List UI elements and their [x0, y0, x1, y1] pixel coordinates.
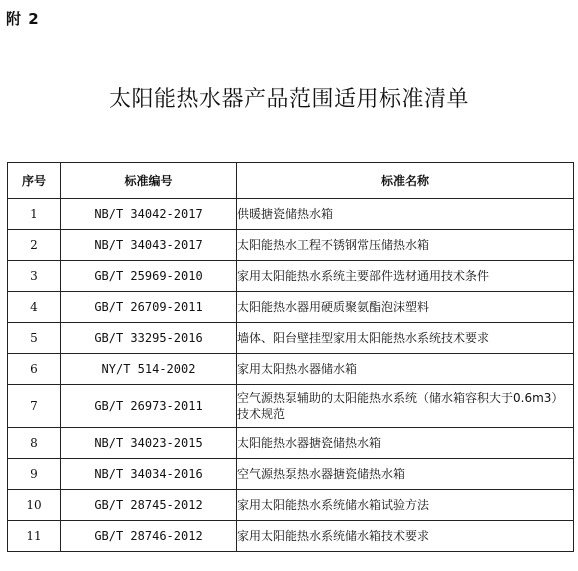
- row-name: 空气源热泵辅助的太阳能热水系统（储水箱容积大于0.6m3）技术规范: [237, 385, 574, 428]
- row-seq: 6: [8, 354, 61, 385]
- table-row: [8, 323, 574, 354]
- row-name: 供暖搪瓷储热水箱: [237, 199, 574, 230]
- row-seq: 4: [8, 292, 61, 323]
- row-seq: 5: [8, 323, 61, 354]
- row-seq: 2: [8, 230, 61, 261]
- table-row: [8, 230, 574, 261]
- row-code: NB/T 34034-2016: [61, 459, 237, 490]
- table-row: [8, 354, 574, 385]
- row-seq: 1: [8, 199, 61, 230]
- table-header-row: [8, 163, 574, 199]
- row-name: 家用太阳能热水系统主要部件选材通用技术条件: [237, 261, 574, 292]
- table-row: [8, 490, 574, 521]
- table-row: [8, 521, 574, 552]
- row-seq: 7: [8, 385, 61, 428]
- row-name: 墙体、阳台壁挂型家用太阳能热水系统技术要求: [237, 323, 574, 354]
- row-seq: 11: [8, 521, 61, 552]
- document-title: 太阳能热水器产品范围适用标准清单: [108, 87, 469, 112]
- header-code: 标准编号: [61, 163, 237, 199]
- row-seq: 3: [8, 261, 61, 292]
- row-code: GB/T 25969-2010: [61, 261, 237, 292]
- row-code: GB/T 28745-2012: [61, 490, 237, 521]
- header-seq: 序号: [8, 163, 61, 199]
- table-row: [8, 292, 574, 323]
- row-code: GB/T 33295-2016: [61, 323, 237, 354]
- row-name: 家用太阳热水器储水箱: [237, 354, 574, 385]
- row-code: NB/T 34043-2017: [61, 230, 237, 261]
- row-name: 家用太阳能热水系统储水箱技术要求: [237, 521, 574, 552]
- table-row: [8, 385, 574, 428]
- row-seq: 8: [8, 428, 61, 459]
- row-code: NY/T 514-2002: [61, 354, 237, 385]
- row-code: GB/T 26973-2011: [61, 385, 237, 428]
- row-seq: 9: [8, 459, 61, 490]
- table-row: [8, 261, 574, 292]
- table-row: [8, 199, 574, 230]
- table-row: [8, 459, 574, 490]
- row-name: 家用太阳能热水系统储水箱试验方法: [237, 490, 574, 521]
- header-name: 标准名称: [237, 163, 574, 199]
- standards-table: [7, 162, 574, 552]
- appendix-label: 附 2: [6, 10, 40, 28]
- row-code: NB/T 34023-2015: [61, 428, 237, 459]
- row-name: 太阳能热水器搪瓷储热水箱: [237, 428, 574, 459]
- row-name: 空气源热泵热水器搪瓷储热水箱: [237, 459, 574, 490]
- row-code: GB/T 28746-2012: [61, 521, 237, 552]
- row-code: NB/T 34042-2017: [61, 199, 237, 230]
- table-row: [8, 428, 574, 459]
- row-seq: 10: [8, 490, 61, 521]
- row-name: 太阳能热水器用硬质聚氨酯泡沫塑料: [237, 292, 574, 323]
- row-code: GB/T 26709-2011: [61, 292, 237, 323]
- row-name: 太阳能热水工程不锈钢常压储热水箱: [237, 230, 574, 261]
